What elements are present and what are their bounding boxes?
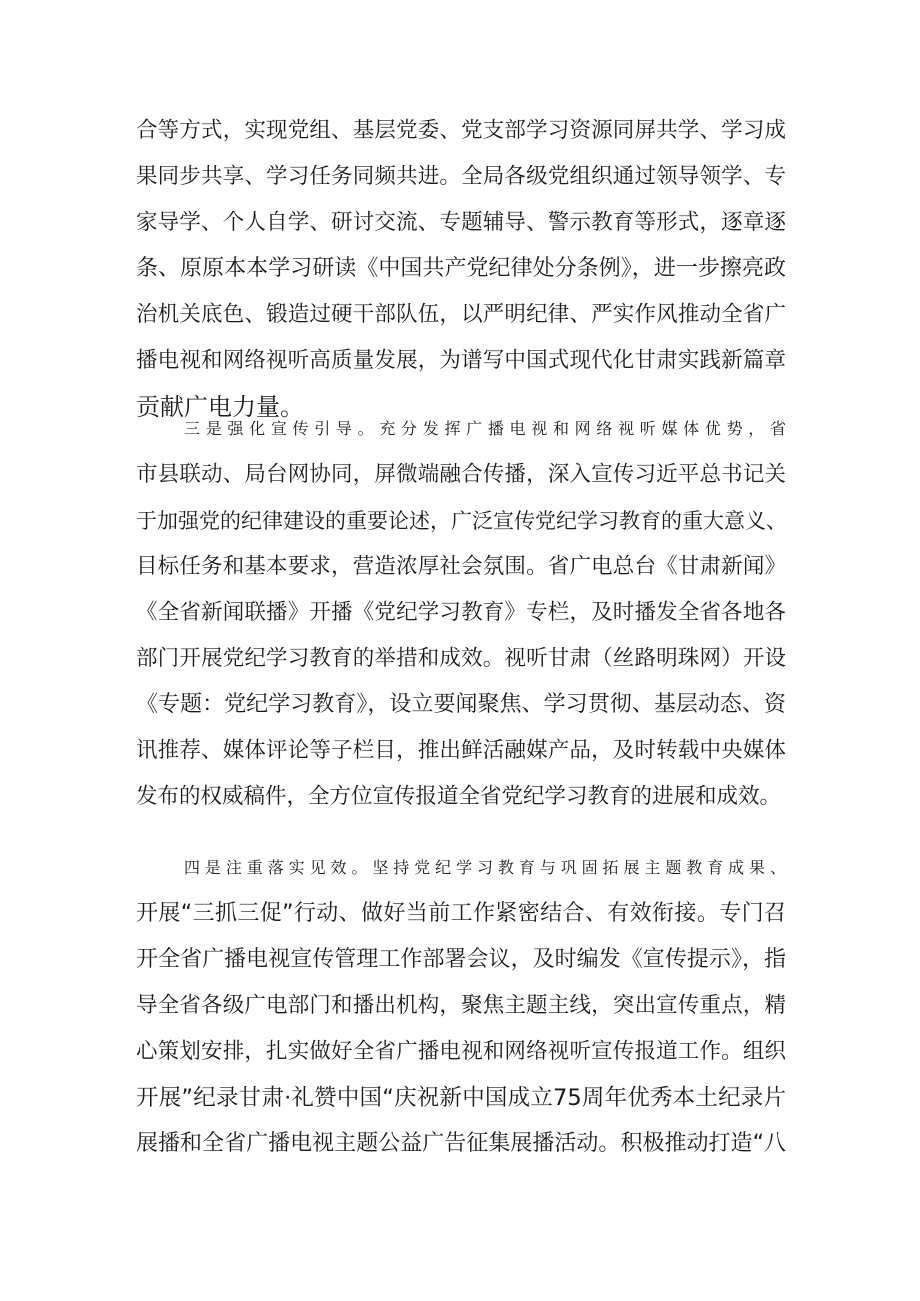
text-line: 《专题：党纪学习教育》，设立要闻聚焦、学习贯彻、基层动态、资	[136, 692, 786, 717]
paragraph-study-methods	[136, 108, 786, 430]
text-line: 导全省各级广电部门和播出机构，聚焦主题主线，突出宣传重点，精	[136, 993, 786, 1018]
text-line: 目标任务和基本要求，营造浓厚社会氛围。省广电总台《甘肃新闻》	[136, 554, 786, 579]
text-line: 家导学、个人自学、研讨交流、专题辅导、警示教育等形式，逐章逐	[136, 210, 786, 235]
paragraph-publicity-guidance	[136, 406, 786, 820]
text-line: 播电视和网络视听高质量发展，为谱写中国式现代化甘肃实践新篇章	[136, 348, 786, 373]
text-line: 开全省广播电视宣传管理工作部署会议，及时编发《宣传提示》，指	[136, 947, 786, 972]
text-line: 条、原原本本学习研读《中国共产党纪律处分条例》，进一步擦亮政	[136, 256, 786, 281]
text-line: 心策划安排，扎实做好全省广播电视和网络视听宣传报道工作。组织	[136, 1039, 786, 1064]
paragraph-implementation-results	[136, 845, 786, 1167]
text-line: 贡献广电力量。	[136, 393, 304, 421]
text-line: 治机关底色、锻造过硬干部队伍，以严明纪律、严实作风推动全省广	[136, 302, 786, 327]
text-line: 市县联动、局台网协同，屏微端融合传播，深入宣传习近平总书记关	[136, 462, 786, 487]
text-line: 合等方式，实现党组、基层党委、党支部学习资源同屏共学、学习成	[136, 118, 786, 143]
text-line: 讯推荐、媒体评论等子栏目，推出鲜活融媒产品，及时转载中央媒体	[136, 738, 786, 763]
text-line: 《全省新闻联播》开播《党纪学习教育》专栏，及时播发全省各地各	[136, 600, 786, 625]
text-line: 三是强化宣传引导。充分发挥广播电视和网络视听媒体优势，省	[184, 419, 786, 438]
text-line: 开展”纪录甘肃·礼赞中国“庆祝新中国成立75周年优秀本土纪录片	[136, 1085, 786, 1111]
text-line: 发布的权威稿件，全方位宣传报道全省党纪学习教育的进展和成效。	[136, 784, 782, 809]
text-line: 于加强党的纪律建设的重要论述，广泛宣传党纪学习教育的重大意义、	[136, 509, 787, 533]
text-line: 展播和全省广播电视主题公益广告征集展播活动。积极推动打造“八	[136, 1131, 786, 1156]
text-line: 四是注重落实见效。坚持党纪学习教育与巩固拓展主题教育成果、	[184, 858, 786, 877]
text-line: 开展“三抓三促”行动、做好当前工作紧密结合、有效衔接。专门召	[136, 901, 786, 926]
text-line: 部门开展党纪学习教育的举措和成效。视听甘肃（丝路明珠网）开设	[136, 646, 786, 671]
text-line: 果同步共享、学习任务同频共进。全局各级党组织通过领导领学、专	[136, 164, 786, 189]
